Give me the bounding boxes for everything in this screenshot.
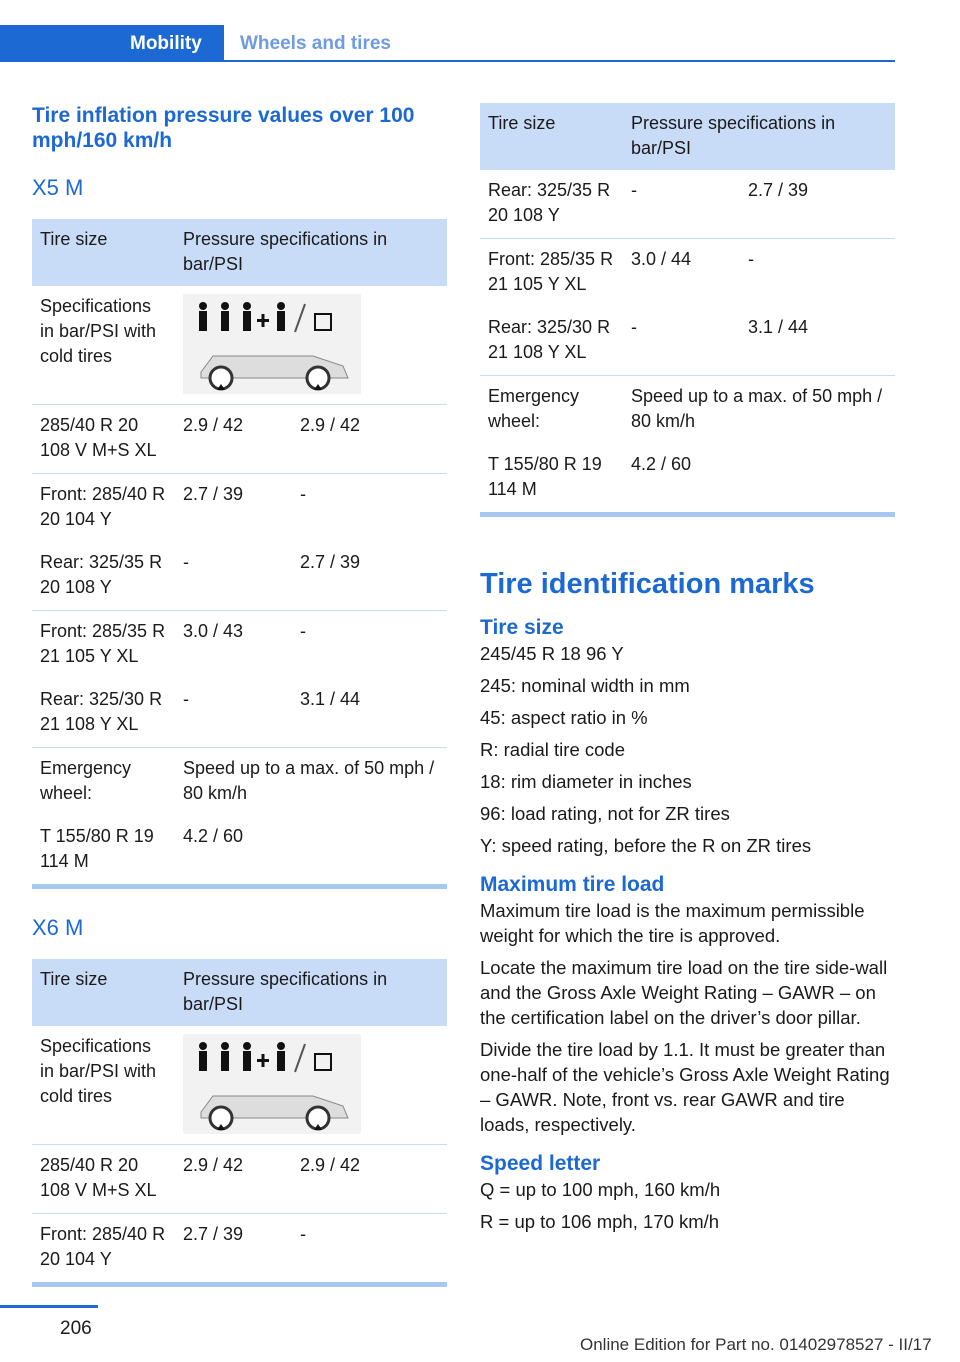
size-line: Y: speed rating, before the R on ZR tires (480, 835, 812, 856)
table-row (480, 376, 895, 445)
page-number: 206 (60, 1318, 92, 1339)
tire-size-cell: Front: 285/40 R 20 104 Y (40, 1224, 166, 1269)
table-row (32, 1145, 447, 1214)
pressure-cell: - (300, 621, 306, 641)
pressure-cell: - (623, 307, 740, 376)
col-tire-size: Tire size (480, 103, 623, 170)
size-line: 96: load rating, not for ZR tires (480, 803, 730, 824)
col-tire-size: Tire size (32, 959, 175, 1026)
size-line: 45: aspect ratio in % (480, 707, 648, 728)
tire-size-cell: Front: 285/35 R 21 105 Y XL (40, 621, 166, 666)
spec-label: Specifications in bar/PSI with cold tires (32, 1026, 175, 1145)
emergency-speed: Speed up to a max. of 50 mph / 80 km/h (183, 758, 435, 803)
pressure-cell: 3.0 / 44 (631, 249, 692, 269)
table-row (32, 474, 447, 543)
pressure-cell: 2.9 / 42 (175, 1145, 292, 1214)
table-row (32, 1026, 447, 1145)
emergency-size: T 155/80 R 19 114 M (488, 454, 602, 499)
load-figure (175, 286, 447, 405)
emergency-value: 4.2 / 60 (631, 454, 692, 474)
table-row (480, 239, 895, 308)
x6m-pressure-table-continued (480, 103, 895, 517)
x5m-pressure-table (32, 219, 447, 889)
col-pressure: Pressure specifications in bar/PSI (623, 103, 895, 170)
table-row (480, 444, 895, 515)
section-tab-wheels-and-tires[interactable]: Wheels and tires (240, 33, 391, 54)
x6m-title: X6 M (32, 915, 84, 940)
table-row (32, 405, 447, 474)
table-row (32, 542, 447, 611)
speed-letter-lines (480, 1177, 895, 1234)
pressure-heading: Tire inflation pressure values over 100 mph/160 km/h (32, 104, 415, 152)
speed-line: R = up to 106 mph, 170 km/h (480, 1211, 720, 1232)
tire-size-cell: Rear: 325/35 R 20 108 Y (32, 542, 175, 611)
section-tab-mobility[interactable]: Mobility (0, 25, 224, 62)
pressure-cell: 2.7 / 39 (183, 484, 244, 504)
pressure-cell: 2.7 / 39 (183, 1224, 244, 1244)
pressure-cell: - (175, 542, 292, 611)
table-row (32, 748, 447, 817)
emergency-label: Emergency wheel: (40, 758, 132, 803)
size-line: R: radial tire code (480, 739, 625, 760)
table-row (32, 286, 447, 405)
emergency-value: 4.2 / 60 (183, 826, 244, 846)
left-column (32, 103, 447, 1287)
size-line: 245/45 R 18 96 Y (480, 643, 624, 664)
tire-size-cell: 285/40 R 20 108 V M+S XL (32, 405, 175, 474)
footer-rule (0, 1305, 98, 1308)
emergency-speed: Speed up to a max. of 50 mph / 80 km/h (631, 386, 883, 431)
table-row (480, 170, 895, 239)
load-paragraph: Maximum tire load is the maximum permissible weight for which the tire is approved. (480, 900, 865, 946)
spec-label: Specifications in bar/PSI with cold tires (32, 286, 175, 405)
page-header (0, 25, 895, 62)
table-row (32, 1214, 447, 1285)
x5m-title: X5 M (32, 175, 84, 200)
tire-size-heading: Tire size (480, 616, 564, 639)
tire-size-cell: Rear: 325/35 R 20 108 Y (480, 170, 623, 239)
pressure-cell: 2.9 / 42 (292, 1145, 447, 1214)
emergency-size: T 155/80 R 19 114 M (40, 826, 154, 871)
col-pressure: Pressure specifications in bar/PSI (175, 219, 447, 286)
max-load-text (480, 898, 895, 1137)
pressure-cell: 2.9 / 42 (292, 405, 447, 474)
right-column (480, 103, 895, 1241)
size-line: 18: rim diameter in inches (480, 771, 692, 792)
pressure-cell: 3.0 / 43 (183, 621, 244, 641)
pressure-cell: - (300, 1224, 306, 1244)
col-tire-size: Tire size (32, 219, 175, 286)
table-header-row (32, 959, 447, 1026)
pressure-cell: 3.1 / 44 (292, 679, 447, 748)
tire-size-cell: Rear: 325/30 R 21 108 Y XL (32, 679, 175, 748)
max-load-heading: Maximum tire load (480, 873, 665, 896)
table-header-row (32, 219, 447, 286)
load-paragraph: Divide the tire load by 1.1. It must be greater than one-half of the vehicle’s Gross Axle Weight Rating – GAWR. Note, front vs. rear GAWR and tire loads, respectively. (480, 1039, 890, 1135)
tire-size-cell: Front: 285/40 R 20 104 Y (40, 484, 166, 529)
pressure-cell: 3.1 / 44 (740, 307, 895, 376)
col-pressure: Pressure specifications in bar/PSI (175, 959, 447, 1026)
pressure-cell: - (623, 170, 740, 239)
vehicle-load-icon (183, 1034, 361, 1134)
speed-line: Q = up to 100 mph, 160 km/h (480, 1179, 721, 1200)
size-line: 245: nominal width in mm (480, 675, 690, 696)
emergency-label: Emergency wheel: (488, 386, 580, 431)
tire-size-cell: Rear: 325/30 R 21 108 Y XL (480, 307, 623, 376)
pressure-cell: - (748, 249, 754, 269)
edition-note: Online Edition for Part no. 01402978527 - II/17 (580, 1335, 932, 1354)
tire-size-lines (480, 641, 895, 858)
pressure-cell: 2.7 / 39 (740, 170, 895, 239)
tire-size-cell: 285/40 R 20 108 V M+S XL (32, 1145, 175, 1214)
table-header-row (480, 103, 895, 170)
pressure-cell: - (300, 484, 306, 504)
load-paragraph: Locate the maximum tire load on the tire side‐wall and the Gross Axle Weight Rating – GAWR – on the certification label on the driver’s door pillar. (480, 957, 888, 1028)
table-row (32, 611, 447, 680)
load-figure (175, 1026, 447, 1145)
pressure-cell: - (175, 679, 292, 748)
vehicle-load-icon (183, 294, 361, 394)
speed-letter-heading: Speed letter (480, 1152, 601, 1175)
identification-marks-heading: Tire identification marks (480, 568, 815, 600)
table-row (32, 679, 447, 748)
tire-size-cell: Front: 285/35 R 21 105 Y XL (488, 249, 614, 294)
x6m-pressure-table (32, 959, 447, 1287)
table-row (480, 307, 895, 376)
table-row (32, 816, 447, 887)
pressure-cell: 2.7 / 39 (292, 542, 447, 611)
pressure-cell: 2.9 / 42 (175, 405, 292, 474)
